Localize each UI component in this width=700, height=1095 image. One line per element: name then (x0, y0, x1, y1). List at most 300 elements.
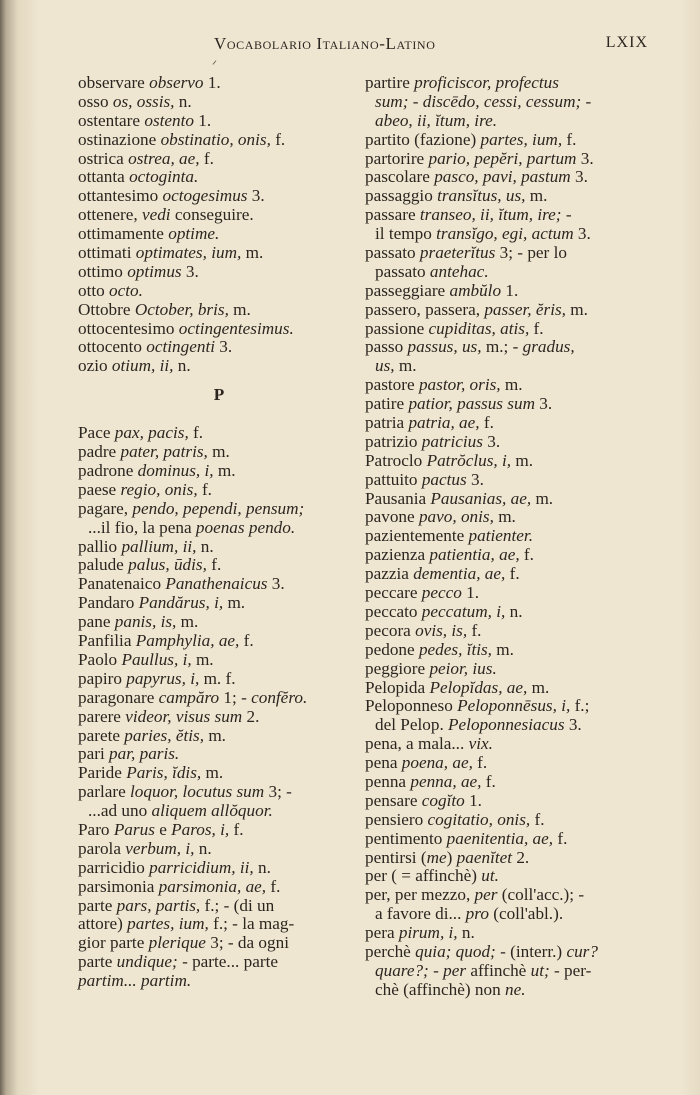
entry-text: ottenere, (78, 205, 142, 225)
dictionary-entry (365, 773, 647, 792)
left-column (78, 74, 360, 991)
entry-text: m. (491, 639, 514, 659)
dictionary-entry (365, 716, 647, 735)
entry-text: Panfilia (78, 631, 136, 651)
latin-term: papyrus, i, (126, 668, 200, 688)
latin-term: octo. (109, 280, 143, 300)
latin-term: pax, pacis, (114, 423, 189, 443)
dictionary-entry (78, 301, 360, 320)
entry-text: ostentare (78, 110, 145, 130)
entry-text: del Pelop. (375, 715, 449, 735)
latin-term: pater, patris, (120, 442, 208, 462)
latin-term: parsimonia, ae, (158, 876, 267, 896)
latin-term: pavo, onis, (418, 507, 494, 527)
entry-text: papiro (78, 668, 127, 688)
dictionary-entry (78, 897, 360, 916)
entry-text: ottantesimo (78, 186, 163, 206)
entry-text: ottimo (78, 261, 128, 281)
entry-text: pari (78, 744, 110, 764)
entry-text: Pelopida (365, 677, 430, 697)
latin-term: observo (149, 73, 204, 92)
entry-text: 3. (482, 431, 501, 451)
entry-text: 3. (466, 469, 484, 489)
latin-term: partes, ium, (127, 914, 209, 934)
entry-text: pane (78, 612, 115, 632)
latin-term: cur? (566, 941, 598, 961)
entry-text: parere (78, 706, 126, 726)
entry-text: f. (562, 129, 577, 149)
entry-text: (coll'abl.). (488, 904, 564, 924)
latin-term: cupiditas, atis, (428, 318, 530, 338)
entry-text: n. (196, 536, 214, 556)
entry-text: m. (213, 461, 236, 481)
latin-term: pastor, oris, (418, 375, 501, 395)
dictionary-entry (78, 802, 360, 821)
entry-text: paragonare (78, 687, 159, 707)
dictionary-entry (78, 150, 360, 169)
entry-text: m. f. (199, 668, 236, 688)
entry-text: (coll'acc.); - (497, 885, 585, 905)
entry-text: patria (365, 413, 409, 433)
dictionary-entry (365, 471, 647, 490)
entry-text: passato (365, 243, 420, 263)
latin-term: pro (465, 904, 489, 924)
entry-text: pallio (78, 536, 122, 556)
latin-term: pallium, ii, (121, 536, 197, 556)
dictionary-entry (78, 187, 360, 206)
dictionary-entry (78, 764, 360, 783)
latin-term: ut. (481, 866, 499, 886)
latin-term: us, (375, 356, 395, 376)
dictionary-entry (78, 821, 360, 840)
entry-text: attore) (78, 914, 128, 934)
latin-term: Pandărus, i, (138, 593, 224, 613)
entry-text: m. (191, 649, 214, 669)
entry-text: e (154, 819, 172, 839)
entry-text: otto (78, 280, 110, 300)
entry-text: pazientemente (365, 526, 469, 546)
dictionary-entry (365, 754, 647, 773)
latin-term: loquor, locutus sum (130, 782, 265, 802)
latin-term: optimus (127, 261, 182, 281)
dictionary-entry (365, 697, 647, 716)
entry-text: parte (78, 895, 117, 915)
entry-text: partito (fazione) (365, 129, 481, 149)
latin-term: pario, pepĕri, partum (428, 148, 577, 168)
dictionary-entry (78, 972, 360, 991)
entry-text: pavone (365, 507, 419, 527)
latin-term: panis, is, (114, 612, 177, 632)
latin-term: aliquem allŏquor. (151, 801, 273, 821)
entry-text: pera (365, 923, 399, 943)
latin-term: pars, partis, (116, 895, 201, 915)
latin-term: vedi (141, 205, 171, 225)
latin-term: ambŭlo (449, 280, 502, 300)
latin-term: Paros, i, (171, 819, 230, 839)
latin-term: os, ossis, (112, 91, 175, 111)
entry-text: conseguire. (170, 205, 254, 225)
dictionary-entry (365, 527, 647, 546)
latin-term: Pelopĭdas, ae, (429, 677, 528, 697)
entry-text: 3. (570, 167, 588, 187)
entry-text: 2. (512, 847, 530, 867)
dictionary-entry (78, 93, 360, 112)
latin-term: regio, onis, (120, 479, 198, 499)
latin-term: Paris, ĭdis, (126, 763, 202, 783)
entry-text: Paride (78, 763, 127, 783)
latin-term: gradus, (522, 337, 575, 357)
entry-text: passaggio (365, 186, 438, 206)
dictionary-entry (78, 462, 360, 481)
dictionary-entry (78, 538, 360, 557)
latin-term: pasco, pavi, pastum (434, 167, 571, 187)
latin-term: par, paris. (109, 744, 180, 764)
dictionary-entry (365, 886, 647, 905)
dictionary-entry (78, 206, 360, 225)
entry-text: partire (365, 73, 415, 92)
dictionary-entry (365, 735, 647, 754)
latin-term: sum; - discēdo, cessi, cessum; - (375, 91, 592, 111)
dictionary-entry (78, 424, 360, 443)
entry-text: parsimonia (78, 876, 159, 896)
entry-text: penna (365, 771, 411, 791)
dictionary-entry (78, 443, 360, 462)
entry-text: ottocento (78, 337, 147, 357)
dictionary-entry (365, 74, 647, 93)
latin-term: proficiscor, profectus (414, 73, 559, 92)
entry-text: osso (78, 91, 113, 111)
latin-term: Panathenaicus (165, 574, 268, 594)
entry-text: n. (174, 91, 192, 111)
entry-text: partorire (365, 148, 429, 168)
running-title: Vocabolario Italiano-Latino (214, 34, 436, 53)
entry-text: pazzia (365, 564, 414, 584)
entry-text: f. (505, 564, 520, 584)
dictionary-entry (78, 689, 360, 708)
entry-text: 1. (194, 110, 212, 130)
dictionary-entry (365, 962, 647, 981)
dictionary-entry (78, 953, 360, 972)
dictionary-entry (78, 131, 360, 150)
dictionary-entry (78, 915, 360, 934)
entry-text: affinchè (466, 960, 531, 980)
latin-term: passus, us, (407, 337, 482, 357)
dictionary-entry (365, 622, 647, 641)
latin-term: patientia, ae, (429, 545, 520, 565)
entry-text: ...ad uno (88, 801, 152, 821)
latin-term: me (426, 847, 447, 867)
dictionary-entry (78, 74, 360, 93)
latin-term: parricidium, ii, (149, 857, 254, 877)
dictionary-entry (78, 556, 360, 575)
entry-text: parricidio (78, 857, 150, 877)
dictionary-entry (365, 376, 647, 395)
dictionary-entry (365, 131, 647, 150)
latin-term: Patrŏclus, i, (426, 450, 512, 470)
latin-term: octoginta. (129, 167, 199, 187)
dictionary-entry (78, 594, 360, 613)
entry-text: passo (365, 337, 408, 357)
entry-text: f. (553, 828, 568, 848)
entry-text: f. (266, 876, 281, 896)
entry-text: 1; - (219, 687, 252, 707)
latin-term: otium, ii, (111, 356, 174, 376)
dictionary-entry (78, 708, 360, 727)
dictionary-entry (78, 244, 360, 263)
dictionary-entry (365, 924, 647, 943)
dictionary-entry (365, 187, 647, 206)
entry-text: Pausania (365, 488, 431, 508)
entry-text: ottimati (78, 243, 136, 263)
entry-text: f. (197, 479, 212, 499)
dictionary-entry (78, 859, 360, 878)
entry-text: 3; - per lo (495, 243, 567, 263)
entry-text: passione (365, 318, 429, 338)
entry-text: m.; - (481, 337, 523, 357)
latin-term: dementia, ae, (413, 564, 506, 584)
latin-term: videor, visus sum (125, 706, 243, 726)
dictionary-entry (365, 584, 647, 603)
dictionary-entry (78, 934, 360, 953)
dictionary-entry (78, 168, 360, 187)
entry-text: il tempo (375, 224, 437, 244)
entry-text: - (428, 960, 444, 980)
entry-text: ottocentesimo (78, 318, 179, 338)
latin-term: quare?; (375, 960, 429, 980)
entry-text: pascolare (365, 167, 435, 187)
entry-text: n. (194, 838, 212, 858)
entry-text: pena, a mala... (365, 734, 469, 754)
entry-text: 3. (181, 261, 199, 281)
latin-term: cogitatio, onis, (427, 809, 531, 829)
entry-text: - parte... parte (177, 952, 278, 972)
entry-text: pecora (365, 620, 416, 640)
entry-text: gior parte (78, 933, 149, 953)
entry-text: 3. (573, 224, 591, 244)
latin-term: Parus (113, 819, 155, 839)
entry-text: Paro (78, 819, 114, 839)
entry-text: - per- (549, 960, 592, 980)
entry-text: passero, passera, (365, 299, 485, 319)
entry-text: 1. (203, 73, 221, 92)
entry-text: 3; - da ogni (205, 933, 289, 953)
dictionary-entry (365, 641, 647, 660)
entry-text: peggiore (365, 658, 430, 678)
dictionary-entry (365, 546, 647, 565)
entry-text: f.; (570, 696, 590, 716)
entry-text: a favore di... (375, 904, 466, 924)
dictionary-entry (78, 263, 360, 282)
entry-text: m. (204, 725, 226, 745)
entry-text: pazienza (365, 545, 430, 565)
entry-text: f. (229, 819, 244, 839)
latin-term: peior, ius. (429, 658, 497, 678)
latin-term: patria, ae, (408, 413, 480, 433)
entry-text: pastore (365, 375, 419, 395)
entry-text: 3. (247, 186, 265, 206)
section-letter: P (213, 385, 225, 405)
dictionary-entry (365, 338, 647, 357)
latin-term: antehac. (429, 261, 489, 281)
ink-mark: ᐟ (212, 58, 218, 72)
dictionary-entry (365, 414, 647, 433)
latin-term: plerique (148, 933, 206, 953)
dictionary-entry (365, 490, 647, 509)
latin-term: pecco (421, 583, 462, 603)
latin-term: paenitentia, ae, (446, 828, 554, 848)
entry-text: n. (173, 356, 191, 376)
entry-text: pattuito (365, 469, 422, 489)
latin-term: partim... partim. (78, 971, 192, 991)
dictionary-entry (365, 452, 647, 471)
entry-text: pensare (365, 790, 422, 810)
entry-text: ) (446, 847, 457, 867)
entry-text: Paolo (78, 649, 122, 669)
dictionary-entry (365, 508, 647, 527)
latin-term: verbum, i, (125, 838, 195, 858)
entry-text: Pandaro (78, 593, 139, 613)
latin-term: October, bris, (134, 299, 229, 319)
entry-text: f. (270, 129, 286, 149)
entry-text: 3; - (264, 782, 292, 802)
latin-term: ut; (530, 960, 550, 980)
latin-term: paenĭtet (456, 847, 513, 867)
latin-term: palus, ūdis, (128, 555, 207, 575)
entry-text: - (561, 205, 572, 225)
entry-text: f. (481, 771, 496, 791)
entry-text: f. (479, 413, 494, 433)
entry-text: n. (253, 857, 271, 877)
latin-term: pirum, i, (398, 923, 458, 943)
entry-text: f.; - la mag- (208, 914, 295, 934)
entry-text: palude (78, 555, 129, 575)
dictionary-entry (365, 206, 647, 225)
entry-text: passare (365, 205, 420, 225)
latin-term: passer, ĕris, (484, 299, 566, 319)
latin-term: praeterĭtus (419, 243, 496, 263)
entry-text: Pace (78, 423, 115, 443)
dictionary-entry (365, 225, 647, 244)
entry-text: pensiero (365, 809, 428, 829)
entry-text: patire (365, 394, 409, 414)
entry-text: m. (207, 442, 230, 462)
latin-term: ne. (504, 979, 526, 999)
dictionary-entry (78, 500, 360, 519)
entry-text: m. (223, 593, 246, 613)
latin-term: ovis, is, (415, 620, 468, 640)
dictionary-entry (78, 745, 360, 764)
entry-text: padrone (78, 461, 138, 481)
dictionary-entry (365, 168, 647, 187)
latin-term: paries, ĕtis, (124, 725, 205, 745)
latin-term: penna, ae, (410, 771, 482, 791)
latin-term: quia; quod; (415, 941, 496, 961)
dictionary-entry (365, 867, 647, 886)
page-number: LXIX (605, 34, 648, 51)
page-header (0, 34, 700, 56)
entry-text: 1. (461, 583, 480, 603)
latin-term: Peloponnēsus, i, (457, 696, 571, 716)
entry-text: f. (519, 545, 534, 565)
dictionary-entry (365, 93, 647, 112)
dictionary-entry (78, 878, 360, 897)
latin-term: campăro (158, 687, 220, 707)
latin-term: patior, passus sum (408, 394, 535, 414)
entry-text: m. (511, 450, 534, 470)
dictionary-entry (365, 905, 647, 924)
entry-text: pena (365, 753, 402, 773)
dictionary-entry (365, 565, 647, 584)
dictionary-entry (78, 357, 360, 376)
latin-term: octogesimus (162, 186, 248, 206)
entry-text: 2. (242, 706, 260, 726)
dictionary-entry (365, 112, 647, 131)
dictionary-entry (365, 244, 647, 263)
latin-term: transĭgo, egi, actum (436, 224, 574, 244)
entry-text: f. (206, 555, 222, 575)
dictionary-entry (365, 320, 647, 339)
dictionary-entry (78, 320, 360, 339)
entry-text: - (interr.) (495, 941, 567, 961)
dictionary-entry (365, 263, 647, 282)
latin-term: poena, ae, (401, 753, 473, 773)
entry-text: 1. (501, 280, 519, 300)
entry-text: ozio (78, 356, 112, 376)
latin-term: optime. (168, 224, 220, 244)
latin-term: peccatum, i, (421, 601, 506, 621)
dictionary-entry (365, 679, 647, 698)
dictionary-entry (78, 840, 360, 859)
entry-text: Panatenaico (78, 574, 166, 594)
entry-text: 3. (215, 337, 233, 357)
dictionary-entry (78, 282, 360, 301)
entry-text: per, per mezzo, (365, 885, 475, 905)
entry-text: ostinazione (78, 129, 161, 149)
entry-text: f. (239, 631, 254, 651)
latin-term: partes, ium, (480, 129, 563, 149)
latin-term: poenas pendo. (195, 517, 296, 537)
entry-text: n. (505, 601, 523, 621)
entry-text: f. (529, 318, 544, 338)
dictionary-entry (365, 943, 647, 962)
dictionary-entry (78, 613, 360, 632)
entry-text: pagare, (78, 498, 133, 518)
dictionary-entry (365, 830, 647, 849)
entry-text: passeggiare (365, 280, 450, 300)
entry-text: parlare (78, 782, 130, 802)
latin-term: transeo, ii, ĭtum, ire; (419, 205, 562, 225)
entry-text: 3. (267, 574, 285, 594)
dictionary-entry (78, 481, 360, 500)
latin-term: Pamphylia, ae, (135, 631, 240, 651)
entry-text: parete (78, 725, 125, 745)
dictionary-entry (365, 792, 647, 811)
entry-text: f. (188, 423, 204, 443)
entry-text: peccare (365, 583, 422, 603)
entry-text: f. (467, 620, 482, 640)
entry-text: m. (201, 763, 224, 783)
latin-term: abeo, ii, ĭtum, ire. (375, 110, 498, 130)
entry-text: n. (457, 923, 475, 943)
entry-text: 1. (464, 790, 482, 810)
latin-term: optimates, ium, (135, 243, 242, 263)
entry-text: m. (525, 186, 548, 206)
entry-text: pedone (365, 639, 419, 659)
dictionary-entry (78, 225, 360, 244)
latin-term: cogĭto (421, 790, 465, 810)
dictionary-entry (365, 301, 647, 320)
dictionary-entry (365, 603, 647, 622)
